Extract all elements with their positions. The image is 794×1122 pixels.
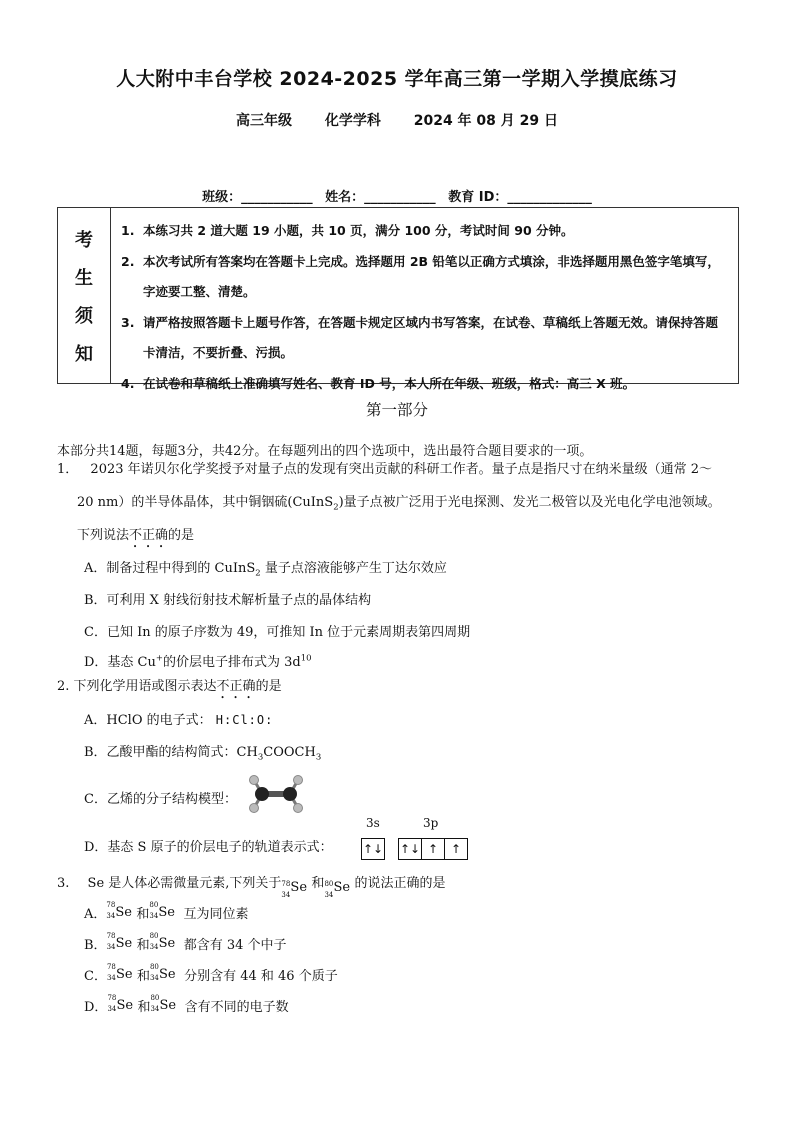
orbital-3p-boxes (398, 838, 468, 860)
isotope-se-78: 78 34 Se (281, 880, 308, 899)
question-1: 1． 2023 年诺贝尔化学奖授予对量子点的发现有突出贡献的科研工作者。量子点是指尺寸在纳米量级（通常 2～ 20 nm）的半导体晶体，其中铜铟硫(CuInS$_2$)量子点被广泛用于光电探测、发光二极管以及光电化学电池领域。 下列说法不正确的是 (57, 462, 721, 543)
q2-option-b: B．乙酸甲酯的结构简式：$CH_3COOCH_3$ (84, 745, 322, 763)
student-info-fields (0, 186, 794, 205)
q3-option-d: D． 78 34 Se 和 80 34 Se 含有不同的电子数 (84, 994, 289, 1015)
orbital-box: ↑ (422, 838, 445, 860)
question-3: 3. Se 是人体必需微量元素,下列关于 78 34 Se 和 80 34 Se 的说法正确的是 (57, 876, 446, 899)
emphasis-text: 不正确 (216, 679, 256, 694)
candidate-notice-box (57, 207, 739, 391)
exam-subtitle (0, 110, 794, 130)
notice-item: 2. 本次考试所有答案均在答题卡上完成。选择题用 2B 铅笔以正确方式填涂，非选择题用黑色签字笔填写，字迹要工整、清楚。 (121, 253, 720, 299)
ethylene-model-icon (246, 772, 306, 816)
grade-label: 高三年级 (235, 113, 292, 129)
q3-option-a: A． 78 34 Se 和 80 34 Se 互为同位素 (84, 901, 249, 922)
notice-item: 1. 本练习共 2 道大题 19 小题，共 10 页，满分 100 分，考试时间 90 分钟。 (121, 223, 574, 238)
q1-option-c: C．已知 In 的原子序数为 49，可推知 In 位于元素周期表第四周期 (84, 625, 471, 640)
electron-formula: H:Cl:O: (215, 713, 274, 727)
orbital-3s-boxes (361, 838, 385, 860)
orbital-3s-label: 3s (366, 816, 380, 830)
orbital-box: ↑ (445, 838, 468, 860)
orbital-3p-label: 3p (423, 816, 439, 830)
orbital-box: ↑↓ (398, 838, 422, 860)
notice-heading-char: 考 (75, 229, 93, 251)
q1-option-d: D．基态 Cu+的价层电子排布式为 $3d^{10}$ (84, 653, 312, 670)
section-intro: 本部分共14题，每题3分，共42分。在每题列出的四个选项中，选出最符合题目要求的一项。 (57, 444, 593, 459)
q2-option-c: C．乙烯的分子结构模型： (84, 792, 237, 807)
q3-option-b: B． 78 34 Se 和 80 34 Se 都含有 34 个中子 (84, 932, 287, 953)
notice-item: 4. 在试卷和草稿纸上准确填写姓名、教育 ID 号，本人所在年级、班级，格式：高三 X 班。 (121, 375, 636, 391)
exam-title: 人大附中丰台学校 2024-2025 学年高三第一学期入学摸底练习 (116, 68, 678, 90)
notice-list (111, 208, 738, 391)
isotope-se-80: 80 34 Se (324, 880, 351, 899)
q1-option-a: A．制备过程中得到的 CuInS$_2$ 量子点溶液能够产生丁达尔效应 (84, 561, 447, 579)
id-field: 教育 ID：_____________ (448, 190, 592, 205)
notice-heading-char: 知 (75, 343, 93, 365)
notice-heading-char: 生 (75, 267, 93, 289)
question-number: 1． (57, 462, 79, 477)
q2-option-d: D．基态 S 原子的价层电子的轨道表示式： (84, 840, 333, 855)
class-field: 班级：___________ (202, 190, 313, 205)
q2-option-a: A．HClO 的电子式： H:Cl:O: (84, 713, 274, 728)
name-field: 姓名：___________ (325, 190, 436, 205)
notice-item: 3. 请严格按照答题卡上题号作答，在答题卡规定区域内书写答案，在试卷、草稿纸上答题无效。请保持答题卡清洁，不要折叠、污损。 (121, 314, 719, 360)
q1-option-b: B．可利用 X 射线衍射技术解析量子点的晶体结构 (84, 593, 372, 608)
emphasis-text: 不正确 (129, 527, 169, 543)
notice-heading (58, 208, 111, 383)
q3-option-c: C． 78 34 Se 和 80 34 Se 分别含有 44 和 46 个质子 (84, 963, 338, 984)
notice-heading-char: 须 (75, 305, 93, 327)
orbital-box: ↑↓ (361, 838, 385, 860)
section-title: 第一部分 (365, 401, 428, 419)
question-2: 2. 下列化学用语或图示表达不正确的是 (57, 679, 282, 694)
exam-date: 2024 年 08 月 29 日 (413, 113, 559, 129)
subject-label: 化学学科 (324, 113, 381, 129)
